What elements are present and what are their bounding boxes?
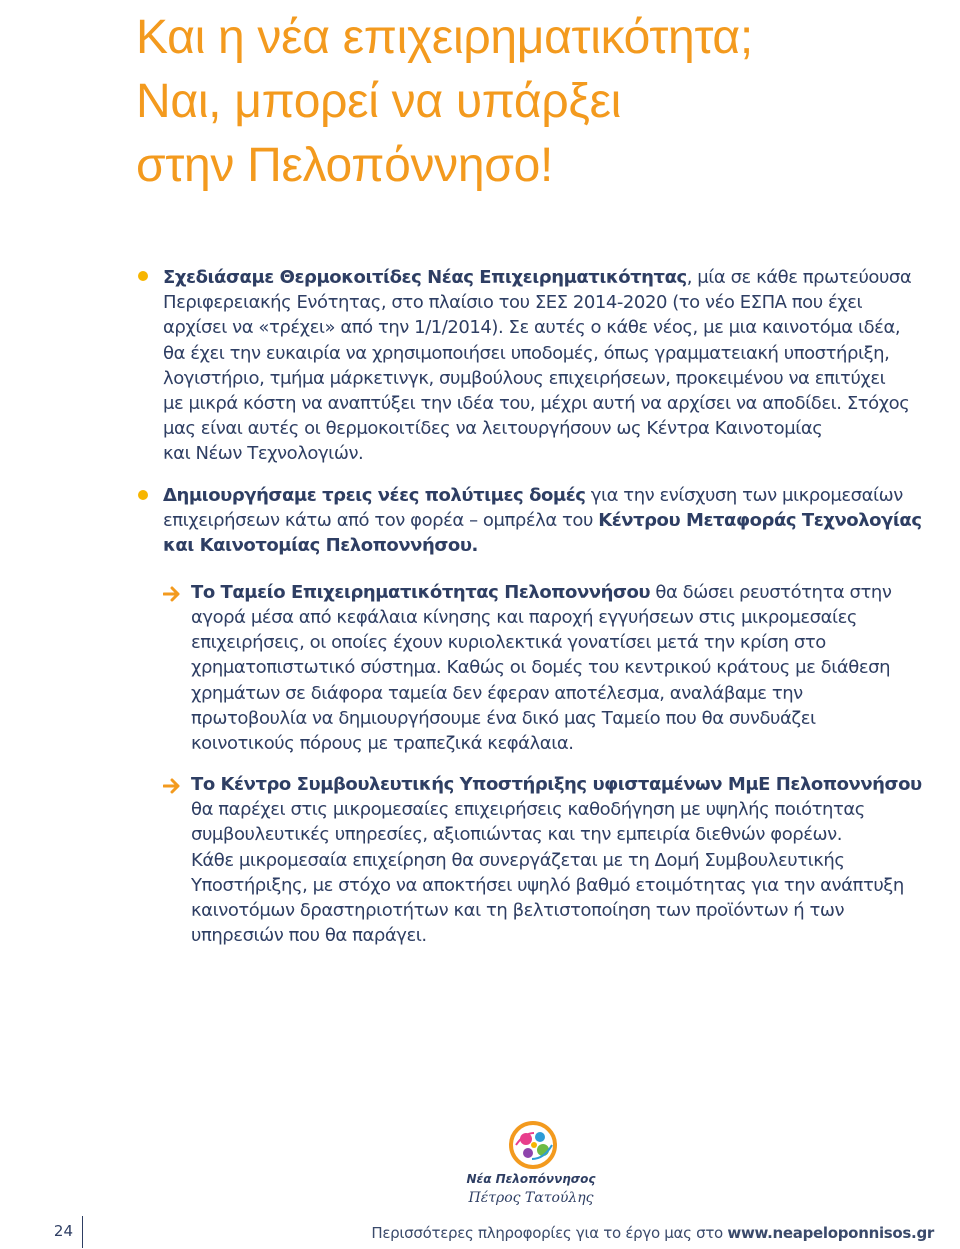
text-span: , μία σε κάθε πρωτεύουσα [686, 267, 912, 288]
text-line: κοινοτικούς πόρους με τραπεζικά κεφάλαια. [191, 733, 574, 755]
logo-signature: Πέτρος Τατούλης [468, 1190, 594, 1206]
title-line-2: Ναι, μπορεί να υπάρξει [136, 75, 622, 128]
consulting-section [191, 772, 951, 948]
text-line: χρημάτων σε διάφορα ταμεία δεν έφεραν αποτέλεσμα, αναλάβαμε την [191, 682, 803, 704]
text-line: Κάθε μικρομεσαία επιχείρηση θα συνεργάζεται με τη Δομή Συμβουλευτικής [191, 849, 845, 871]
text-line: θα έχει την ευκαιρία να χρησιμοποιήσει υποδομές, όπως γραμματειακή υποστήριξη, [163, 342, 890, 364]
text-line: συμβουλευτικές υπηρεσίες, αξιοπιώντας και την εμπειρία διεθνών φορέων. [191, 824, 843, 846]
fund-body [191, 605, 951, 756]
text-line: αρχίσει να «τρέχει» από την 1/1/2014). Σε αυτές ο κάθε νέος, με μια καινοτόμα ιδέα, [163, 317, 901, 339]
page-number: 24 [53, 1222, 73, 1240]
bullet-new-structures [163, 483, 943, 559]
footer-info [371, 1224, 934, 1242]
page-title [136, 6, 936, 198]
title-line-3: στην Πελοπόννησο! [136, 139, 554, 192]
text-line: μας είναι αυτές οι θερμοκοιτίδες να λειτουργήσουν ως Κέντρα Καινοτομίας [163, 418, 823, 440]
fund-section [191, 580, 951, 605]
text-line: λογιστήριο, τμήμα μάρκετινγκ, συμβούλους επιχειρήσεων, προκειμένου να επιτύχει [163, 367, 886, 389]
consulting-heading: Το Κέντρο Συμβουλευτικής Υποστήριξης υφισταμένων ΜμΕ Πελοποννήσου [191, 774, 922, 795]
footer-text: Περισσότερες πληροφορίες για το έργο μας στο [371, 1224, 728, 1242]
bullet-incubators [163, 265, 943, 467]
text-line: Περιφερειακής Ενότητας, στο πλαίσιο του ΣΕΣ 2014-2020 (το νέο ΕΣΠΑ που έχει [163, 292, 863, 314]
text-line: και Νέων Τεχνολογιών. [163, 443, 364, 465]
text-line: θα παρέχει στις μικρομεσαίες επιχειρήσεις καθοδήγηση με υψηλής ποιότητας [191, 799, 865, 821]
title-line-1: Και η νέα επιχειρηματικότητα; [136, 11, 753, 64]
footer-url-link[interactable]: www.neapeloponnisos.gr [727, 1224, 934, 1242]
bullet-dot-icon [138, 490, 148, 500]
text-span: για την ενίσχυση των μικρομεσαίων [585, 485, 903, 506]
text-line: χρηματοπιστωτικό σύστημα. Καθώς οι δομές του κεντρικού κράτους με διάθεση [191, 657, 891, 679]
text-line: καινοτόμων δραστηριοτήτων και τη βελτιστοποίηση των προϊόντων ή των [191, 900, 845, 922]
bold-span: και Καινοτομίας Πελοποννήσου. [163, 535, 478, 557]
text-line: Υποστήριξης, με στόχο να αποκτήσει υψηλό βαθμό ετοιμότητας για την ανάπτυξη [191, 874, 904, 896]
fund-heading: Το Ταμείο Επιχειρηματικότητας Πελοποννήσου [191, 582, 651, 603]
text-line: υπηρεσιών που θα παράγει. [191, 925, 427, 947]
arrow-right-icon [163, 778, 181, 794]
text-line: επιχειρήσεις, οι οποίες έχουν κυριολεκτικά γονατίσει μετά την κρίση στο [191, 632, 826, 654]
text-line: αγορά μέσα από κεφάλαια κίνησης και παροχή εγγυήσεων στις μικρομεσαίες [191, 607, 858, 628]
text-span: θα δώσει ρευστότητα στην [650, 582, 892, 603]
arrow-right-icon [163, 586, 181, 602]
page-number-divider [82, 1216, 83, 1248]
nea-peloponnisos-logo [468, 1115, 598, 1175]
logo-name: Νέα Πελοπόννησος [466, 1172, 596, 1186]
incubators-heading: Σχεδιάσαμε Θερμοκοιτίδες Νέας Επιχειρηματικότητας [163, 267, 687, 288]
bold-span: Κέντρου Μεταφοράς Τεχνολογίας [598, 510, 922, 532]
text-line: πρωτοβουλία να δημιουργήσουμε ένα δικό μας Ταμείο που θα συνδυάζει [191, 707, 816, 729]
bullet-dot-icon [138, 271, 148, 281]
text-span: επιχειρήσεων κάτω από τον φορέα – ομπρέλα του [163, 510, 599, 532]
structures-heading: Δημιουργήσαμε τρεις νέες πολύτιμες δομές [163, 485, 586, 506]
text-line: με μικρά κόστη να αναπτύξει την ιδέα του, μέχρι αυτή να αρχίσει να αποδίδει. Στόχος [163, 393, 910, 415]
